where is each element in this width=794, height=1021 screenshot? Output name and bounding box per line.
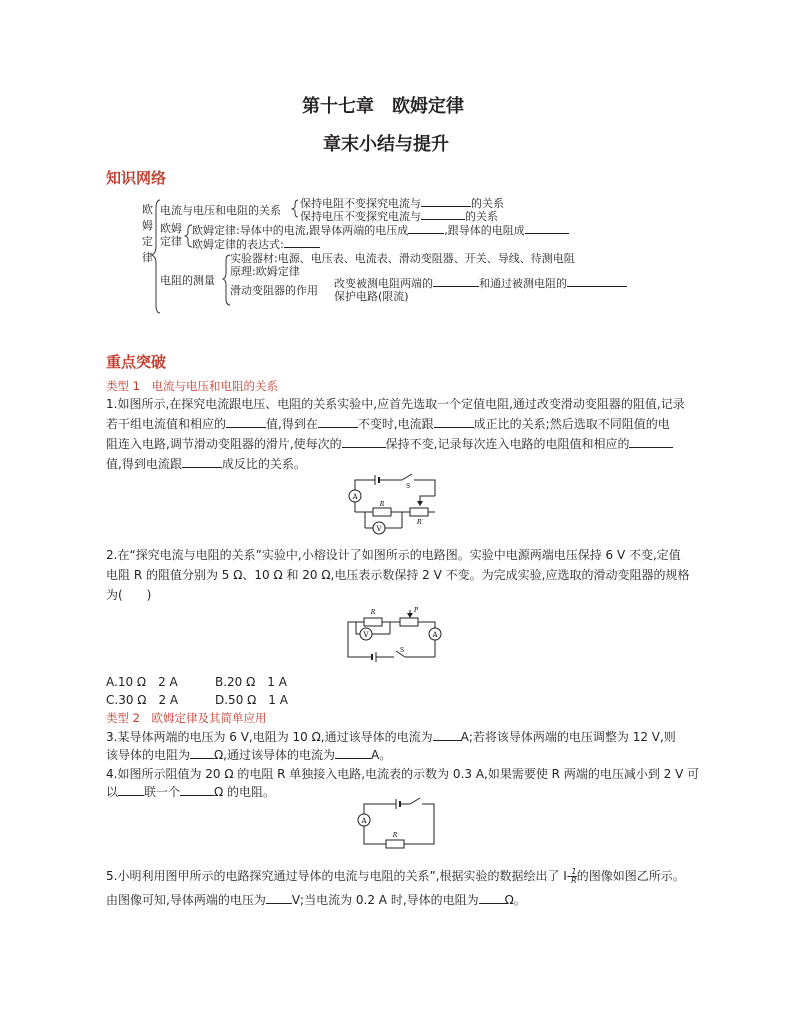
fill-blank[interactable] — [342, 435, 386, 448]
ammeter-label: A — [352, 493, 358, 501]
q3-text: A;若将该导体两端的电压调整为 12 V,则 — [460, 730, 676, 744]
ammeter-label: A — [361, 817, 367, 825]
fill-blank[interactable] — [284, 235, 320, 248]
voltmeter-label: V — [363, 631, 369, 639]
branch3-sub1-mid: 和通过被测电阻的 — [479, 277, 567, 290]
fill-blank[interactable] — [421, 194, 471, 207]
branch-label-resistance-measurement: 电阻的测量 — [160, 274, 215, 287]
fill-blank[interactable] — [180, 783, 214, 796]
fill-blank[interactable] — [118, 783, 144, 796]
fill-blank[interactable] — [318, 415, 358, 428]
ammeter-label: A — [432, 631, 438, 639]
root-char: 定 — [142, 235, 153, 248]
fill-blank[interactable] — [421, 207, 465, 220]
q1-line2 — [106, 414, 670, 434]
fraction-denominator: R — [571, 876, 577, 885]
branch3-item3-sub2: 保护电路(限流) — [334, 290, 409, 303]
resistor-label: R — [370, 609, 376, 616]
section-heading-knowledge-network: 知识网络 — [106, 169, 167, 187]
q1-text: 值,得到电流跟 — [106, 457, 182, 471]
branch3-sub1-text: 改变被测电阻两端的 — [334, 277, 433, 290]
circuit-diagram-q4 — [352, 796, 438, 852]
q1-text: 成反比的关系。 — [221, 457, 306, 471]
branch1-item2-suffix: 的关系 — [465, 210, 498, 223]
fill-blank[interactable] — [479, 891, 505, 904]
branch2-item1-mid: ,跟导体的电阻成 — [444, 224, 525, 237]
branch3-item2: 原理:欧姆定律 — [230, 265, 300, 278]
fill-blank[interactable] — [629, 435, 673, 448]
fill-blank[interactable] — [266, 891, 292, 904]
q2-option-b[interactable]: B.20 Ω 1 A — [215, 675, 287, 689]
fill-blank[interactable] — [226, 415, 266, 428]
branch2-label-top: 欧姆 — [160, 222, 182, 235]
section-heading-key-points: 重点突破 — [106, 353, 167, 371]
fill-blank[interactable] — [433, 728, 461, 741]
q3-text: 3.某导体两端的电压为 6 V,电阻为 10 Ω,通过该导体的电流为 — [106, 730, 433, 744]
q1-text: 保持不变,记录每次连入电路的电阻值和相应的 — [385, 437, 630, 451]
branch2-item2-text: 欧姆定律的表达式: — [192, 238, 284, 251]
switch-label: S — [405, 483, 411, 490]
fill-blank[interactable] — [408, 221, 444, 234]
q3-line2 — [106, 745, 391, 765]
branch1-item1-suffix: 的关系 — [471, 197, 504, 210]
q4-text: Ω 的电阻。 — [214, 785, 276, 799]
q5-text: 由图像可知,导体两端的电压为 — [106, 893, 266, 907]
q4-line1: 4.如图所示阻值为 20 Ω 的电阻 R 单独接入电路,电流表的示数为 0.3 A,如果需要使 R 两端的电压减小到 2 V 可 — [106, 767, 700, 781]
fraction-numerator: 1 — [571, 867, 577, 876]
q4-text: 联一个 — [144, 785, 181, 799]
branch-label-ohms-law — [160, 222, 182, 248]
q1-line3 — [106, 434, 673, 454]
q2-option-d[interactable]: D.50 Ω 1 A — [215, 693, 288, 707]
q5-text: 5.小明利用图甲所示的电路探究通过导体的电流与电阻的关系”,根据实验的数据绘出了 I- — [106, 869, 572, 883]
q1-text: 阻连入电路,调节滑动变阻器的滑片,使每次的 — [106, 437, 342, 451]
fill-blank[interactable] — [182, 455, 222, 468]
chapter-title: 第十七章 欧姆定律 — [302, 96, 464, 117]
resistor-label: R — [379, 501, 385, 508]
q4-line2 — [106, 782, 275, 802]
q1-text: 不变时,电流跟 — [357, 417, 434, 431]
switch-label: S — [399, 647, 405, 654]
q1-text: 值,得到在 — [266, 417, 318, 431]
q2-option-c[interactable]: C.30 Ω 2 A — [106, 693, 179, 707]
q2-option-a[interactable]: A.10 Ω 2 A — [106, 675, 178, 689]
fill-blank[interactable] — [190, 746, 214, 759]
circuit-diagram-q2 — [340, 602, 450, 664]
rheostat-label: R′ — [417, 519, 423, 526]
q1-line4 — [106, 454, 306, 474]
q3-text: A。 — [371, 748, 392, 762]
resistor-label: R — [392, 832, 398, 839]
circuit-diagram-q1 — [340, 470, 450, 542]
fill-blank[interactable] — [433, 274, 479, 287]
q2-line1: 2.在“探究电流与电阻的关系”实验中,小榕设计了如图所示的电路图。实验中电源两端电压保持 6 V 不变,定值 — [106, 548, 681, 562]
q5-text: 的图像如图乙所示。 — [576, 869, 685, 883]
q1-text: 若干组电流值和相应的 — [106, 417, 227, 431]
q4-text: 以 — [106, 785, 119, 799]
type-heading-2: 类型 2 欧姆定律及其简单应用 — [106, 711, 267, 725]
root-char: 律 — [142, 251, 153, 264]
branch2-item1-text: 欧姆定律:导体中的电流,跟导体两端的电压成 — [192, 224, 409, 237]
voltmeter-label: V — [376, 525, 382, 533]
q3-line1 — [106, 727, 676, 747]
branch1-item2-text: 保持电压不变探究电流与 — [300, 210, 421, 223]
fill-blank[interactable] — [434, 415, 474, 428]
root-char: 欧 — [142, 203, 153, 216]
q1-line1: 1.如图所示,在探究电流跟电压、电阻的关系实验中,应首先选取一个定值电阻,通过改变滑动变阻器的阻值,记录 — [106, 397, 685, 411]
q2-line3: 为( ) — [106, 588, 152, 602]
q5-text: Ω。 — [504, 893, 526, 907]
q5-line1 — [106, 866, 685, 886]
q3-text: Ω,通过该导体的电流为 — [214, 748, 336, 762]
page-subtitle: 章末小结与提升 — [323, 134, 449, 155]
branch3-item1: 实验器材:电源、电压表、电流表、滑动变阻器、开关、导线、待测电阻 — [230, 252, 575, 265]
branch2-label-bottom: 定律 — [160, 235, 182, 248]
q1-text: 成正比的关系;然后选取不同阻值的电 — [473, 417, 670, 431]
slider-label: P — [414, 607, 419, 614]
fill-blank[interactable] — [567, 274, 627, 287]
q2-line2: 电阻 R 的阻值分别为 5 Ω、10 Ω 和 20 Ω,电压表示数保持 2 V 不变。为完成实验,应选取的滑动变阻器的规格 — [106, 568, 690, 582]
type-heading-1: 类型 1 电流与电压和电阻的关系 — [106, 379, 278, 393]
fill-blank[interactable] — [335, 746, 371, 759]
branch-label-current-voltage-resistance: 电流与电压和电阻的关系 — [160, 204, 281, 217]
branch1-item1-text: 保持电阻不变探究电流与 — [300, 197, 421, 210]
fill-blank[interactable] — [525, 221, 569, 234]
q5-line2 — [106, 890, 526, 910]
branch3-item3-label: 滑动变阻器的作用 — [230, 284, 318, 297]
root-char: 姆 — [142, 219, 153, 232]
q3-text: 该导体的电阻为 — [106, 748, 191, 762]
q5-text: V;当电流为 0.2 A 时,导体的电阻为 — [291, 893, 479, 907]
